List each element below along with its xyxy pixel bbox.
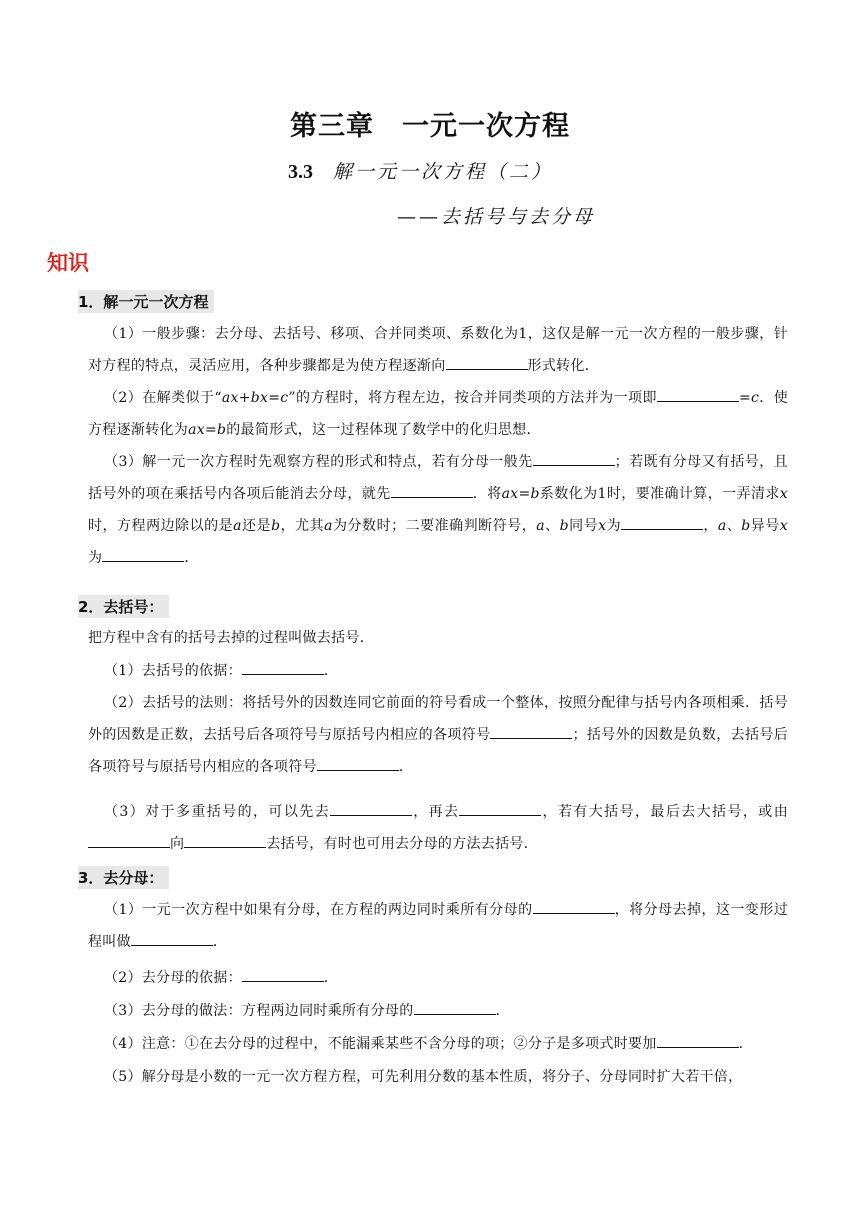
section-subtitle-2: ——去括号与去分母 [397, 206, 596, 228]
paragraph-2-0: 把方程中含有的括号去掉的过程叫做去括号． [88, 630, 374, 646]
chapter-title: 第三章 一元一次方程 [290, 111, 570, 142]
section-subtitle-text: 解一元一次方程（二） [333, 161, 554, 183]
answer-blank[interactable] [88, 832, 170, 848]
paragraph-3-4: （4）注意：①在去分母的过程中，不能漏乘某些不含分母的项；②分子是多项式时要加 ． [88, 1028, 788, 1060]
section-heading-1: 1．解一元一次方程 [78, 290, 214, 313]
paragraph-2-3: （3）对于多重括号的，可以先去 ，再去 ，若有大括号，最后去大括号，或由向 去括号，有时也可用去分母的方法去括号． [88, 796, 788, 860]
answer-blank[interactable] [621, 514, 703, 530]
answer-blank[interactable] [414, 999, 496, 1015]
answer-blank[interactable] [317, 755, 399, 771]
section-heading-2: 2．去括号： [78, 595, 169, 618]
paragraph-3-5: （5）解分母是小数的一元一次方程方程，可先利用分数的基本性质，将分子、分母同时扩大若干倍， [104, 1069, 743, 1085]
answer-blank[interactable] [657, 386, 739, 402]
answer-blank[interactable] [184, 832, 266, 848]
paragraph-3-1: （1）一元一次方程中如果有分母，在方程的两边同时乘所有分母的 ，将分母去掉，这一变形过程叫做 ． [88, 894, 788, 958]
answer-blank[interactable] [446, 354, 528, 370]
knowledge-label: 知识 [47, 251, 89, 275]
paragraph-2-1: （1）去括号的依据： ． [88, 655, 788, 687]
paragraph-3-2: （2）去分母的依据： ． [88, 962, 788, 994]
paragraph-1-3: （3）解一元一次方程时先观察方程的形式和特点，若有分母一般先 ；若既有分母又有括号，且括号外的项在乘括号内各项后能消去分母，就先 ．将ax=b系数化为1时，要准确计算，一弄清求x时，方程两边除以的是a还是b，尤其a为分数时；二要准确判断符号，a、b同号x为 ，a、b异号x为 ． [88, 446, 788, 574]
answer-blank[interactable] [459, 800, 541, 816]
paragraph-2-2: （2）去括号的法则：将括号外的因数连同它前面的符号看成一个整体，按照分配律与括号内各项相乘．括号外的因数是正数，去括号后各项符号与原括号内相应的各项符号 ；括号外的因数是负数，去括号后各项符号与原括号内相应的各项符号 ． [88, 695, 788, 775]
answer-blank[interactable] [657, 1032, 739, 1048]
answer-blank[interactable] [242, 966, 324, 982]
answer-blank[interactable] [102, 546, 184, 562]
answer-blank[interactable] [490, 723, 572, 739]
paragraph-1-1: （1）一般步骤：去分母、去括号、移项、合并同类项、系数化为1，这仅是解一元一次方程的一般步骤，针对方程的特点，灵活应用，各种步骤都是为使方程逐渐向 形式转化． [88, 326, 788, 374]
answer-blank[interactable] [533, 898, 615, 914]
section-heading-3: 3．去分母： [78, 866, 169, 889]
paragraph-1-2: （2）在解类似于“ax+bx=c”的方程时，将方程左边，按合并同类项的方法并为一项即 =c．使方程逐渐转化为ax=b的最简形式，这一过程体现了数学中的化归思想． [88, 382, 788, 446]
paragraph-3-3: （3）去分母的做法：方程两边同时乘所有分母的 ． [88, 995, 788, 1027]
section-number: 3.3 [288, 161, 313, 183]
answer-blank[interactable] [533, 450, 615, 466]
answer-blank[interactable] [242, 659, 324, 675]
answer-blank[interactable] [131, 930, 213, 946]
answer-blank[interactable] [391, 482, 473, 498]
section-subtitle [288, 157, 553, 184]
answer-blank[interactable] [330, 800, 412, 816]
